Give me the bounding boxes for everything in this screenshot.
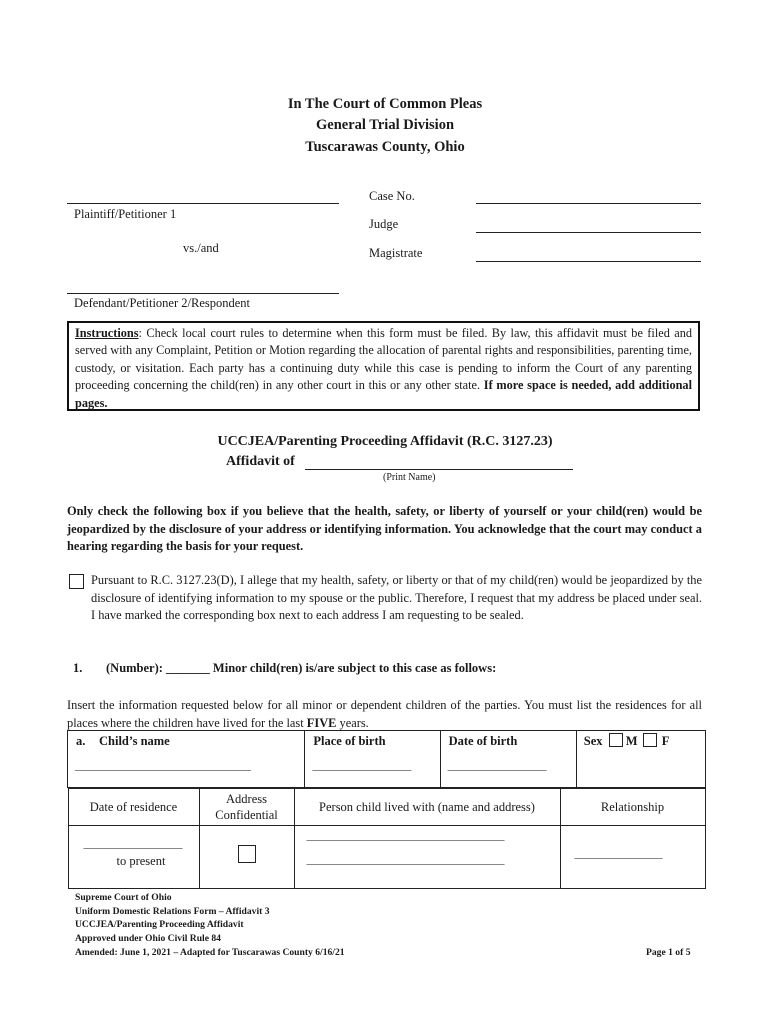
court-county: Tuscarawas County, Ohio [305,139,465,155]
relationship-blank[interactable]: ________________ [574,848,663,860]
relationship-cell[interactable] [560,826,705,889]
page-number: Page 1 of 5 [646,947,691,958]
sex-label: Sex [583,734,603,748]
sex-f-label: F [661,734,670,748]
court-division: General Trial Division [315,117,455,133]
section-1-text: (Number): _______ Minor child(ren) is/are subject to this case as follows: [106,661,497,675]
seal-warning: Only check the following box if you believe that the health, safety, or liberty of yourself or your child(ren) would be jeopardized by the disclosure of your address or identifying information. You acknowledge that the court may conduct a hearing regarding the basis for your request. [67,504,702,554]
judge-field[interactable] [476,232,701,233]
sex-f-checkbox[interactable] [643,733,657,747]
seal-request-checkbox[interactable] [69,574,84,589]
table-row [68,789,705,826]
instructions-heading: Instructions [75,326,139,340]
court-name: In The Court of Common Pleas [287,96,483,112]
insert-info-before: Insert the information requested below for all minor or dependent children of the parties. You must list the residences for all places where the children have lived for the last [67,698,702,730]
footer-line-1: Supreme Court of Ohio [75,892,172,903]
sex-m-checkbox[interactable] [609,733,623,747]
person-blank-2[interactable]: ____________________________________ [306,854,505,866]
table-row [68,731,706,788]
place-of-birth-cell[interactable] [305,731,440,788]
affidavit-name-field[interactable] [305,469,573,470]
footer-line-4: Approved under Ohio Civil Rule 84 [75,933,221,945]
sex-cell [576,731,705,788]
date-of-birth-label: Date of birth [448,734,518,748]
magistrate-label: Magistrate [369,246,423,260]
date-of-birth-cell[interactable] [440,731,576,788]
address-confidential-cell [199,826,294,889]
table-row [68,826,705,889]
table-row [68,788,706,890]
plaintiff-label: Plaintiff/Petitioner 1 [74,207,177,221]
child-name-blank[interactable]: ________________________________ [75,760,251,772]
footer-line-2: Uniform Domestic Relations Form – Affidavit 3 [75,905,270,917]
affidavit-of-label: Affidavit of [226,454,295,469]
residence-table [68,788,706,889]
vs-label: vs./and [183,241,219,255]
child-name-label: Child’s name [99,734,170,748]
defendant-label: Defendant/Petitioner 2/Respondent [74,296,251,310]
address-confidential-header [199,789,294,826]
place-of-birth-blank[interactable]: __________________ [312,760,412,772]
sex-m-label: M [625,734,638,748]
insert-info-five: FIVE [306,715,337,730]
judge-label: Judge [369,217,399,231]
defendant-line[interactable] [67,293,339,294]
seal-request-text: Pursuant to R.C. 3127.23(D), I allege that my health, safety, or liberty or that of my child(ren) would be jeopardized by the disclosure of identifying information to my spouse or the public. Therefore, I request that my address be placed under seal. I have marked the corresponding box next to each address I am requesting to be sealed. [91,573,702,623]
affidavit-title: UCCJEA/Parenting Proceeding Affidavit (R.C. 3127.23) [217,434,553,449]
person-lived-with-header: Person child lived with (name and address) [294,789,560,826]
print-name-label: (Print Name) [383,472,436,483]
residence-header-wrap [68,788,706,890]
insert-info-text [67,697,702,732]
residence-date-blank[interactable]: __________________ [83,838,183,850]
address-confidential-checkbox[interactable] [238,845,256,863]
date-of-residence-header: Date of residence [68,789,199,826]
section-number: 1. [73,661,83,675]
person-lived-with-cell[interactable] [294,826,560,889]
date-of-birth-blank[interactable]: __________________ [447,760,547,772]
instructions-box [67,321,700,411]
child-info-table [67,730,706,889]
row-label: a. [76,734,86,748]
case-no-label: Case No. [369,189,415,203]
instructions-bold-tail: If more space is needed, add additional pages. [75,378,693,410]
footer-line-3: UCCJEA/Parenting Proceeding Affidavit [75,919,244,931]
address-confidential-line2: Confidential [215,808,278,822]
date-of-residence-cell[interactable] [68,826,199,889]
instructions-body: : Check local court rules to determine when this form must be filed. By law, this affidavit must be filed and served with any Complaint, Petition or Motion regarding the allocation of parental rights and responsibilities, parenting time, custody, or visitation. Each party has a continuing duty while this case is pending to inform the Court of any parenting proceeding concerning the child(ren) in any other court in this or any other state. [75,326,692,393]
insert-info-after: years. [336,715,369,730]
child-name-cell[interactable] [68,731,305,788]
form-footer [75,891,345,960]
magistrate-field[interactable] [476,261,701,262]
case-no-field[interactable] [476,203,701,204]
place-of-birth-label: Place of birth [313,734,386,748]
to-present-label: to present [116,854,166,868]
plaintiff-line[interactable] [67,203,339,204]
footer-line-5: Amended: June 1, 2021 – Adapted for Tuscarawas County 6/16/21 [75,946,345,958]
address-confidential-line1: Address [226,792,267,806]
person-blank-1[interactable]: ____________________________________ [306,830,505,842]
relationship-header: Relationship [560,789,705,826]
